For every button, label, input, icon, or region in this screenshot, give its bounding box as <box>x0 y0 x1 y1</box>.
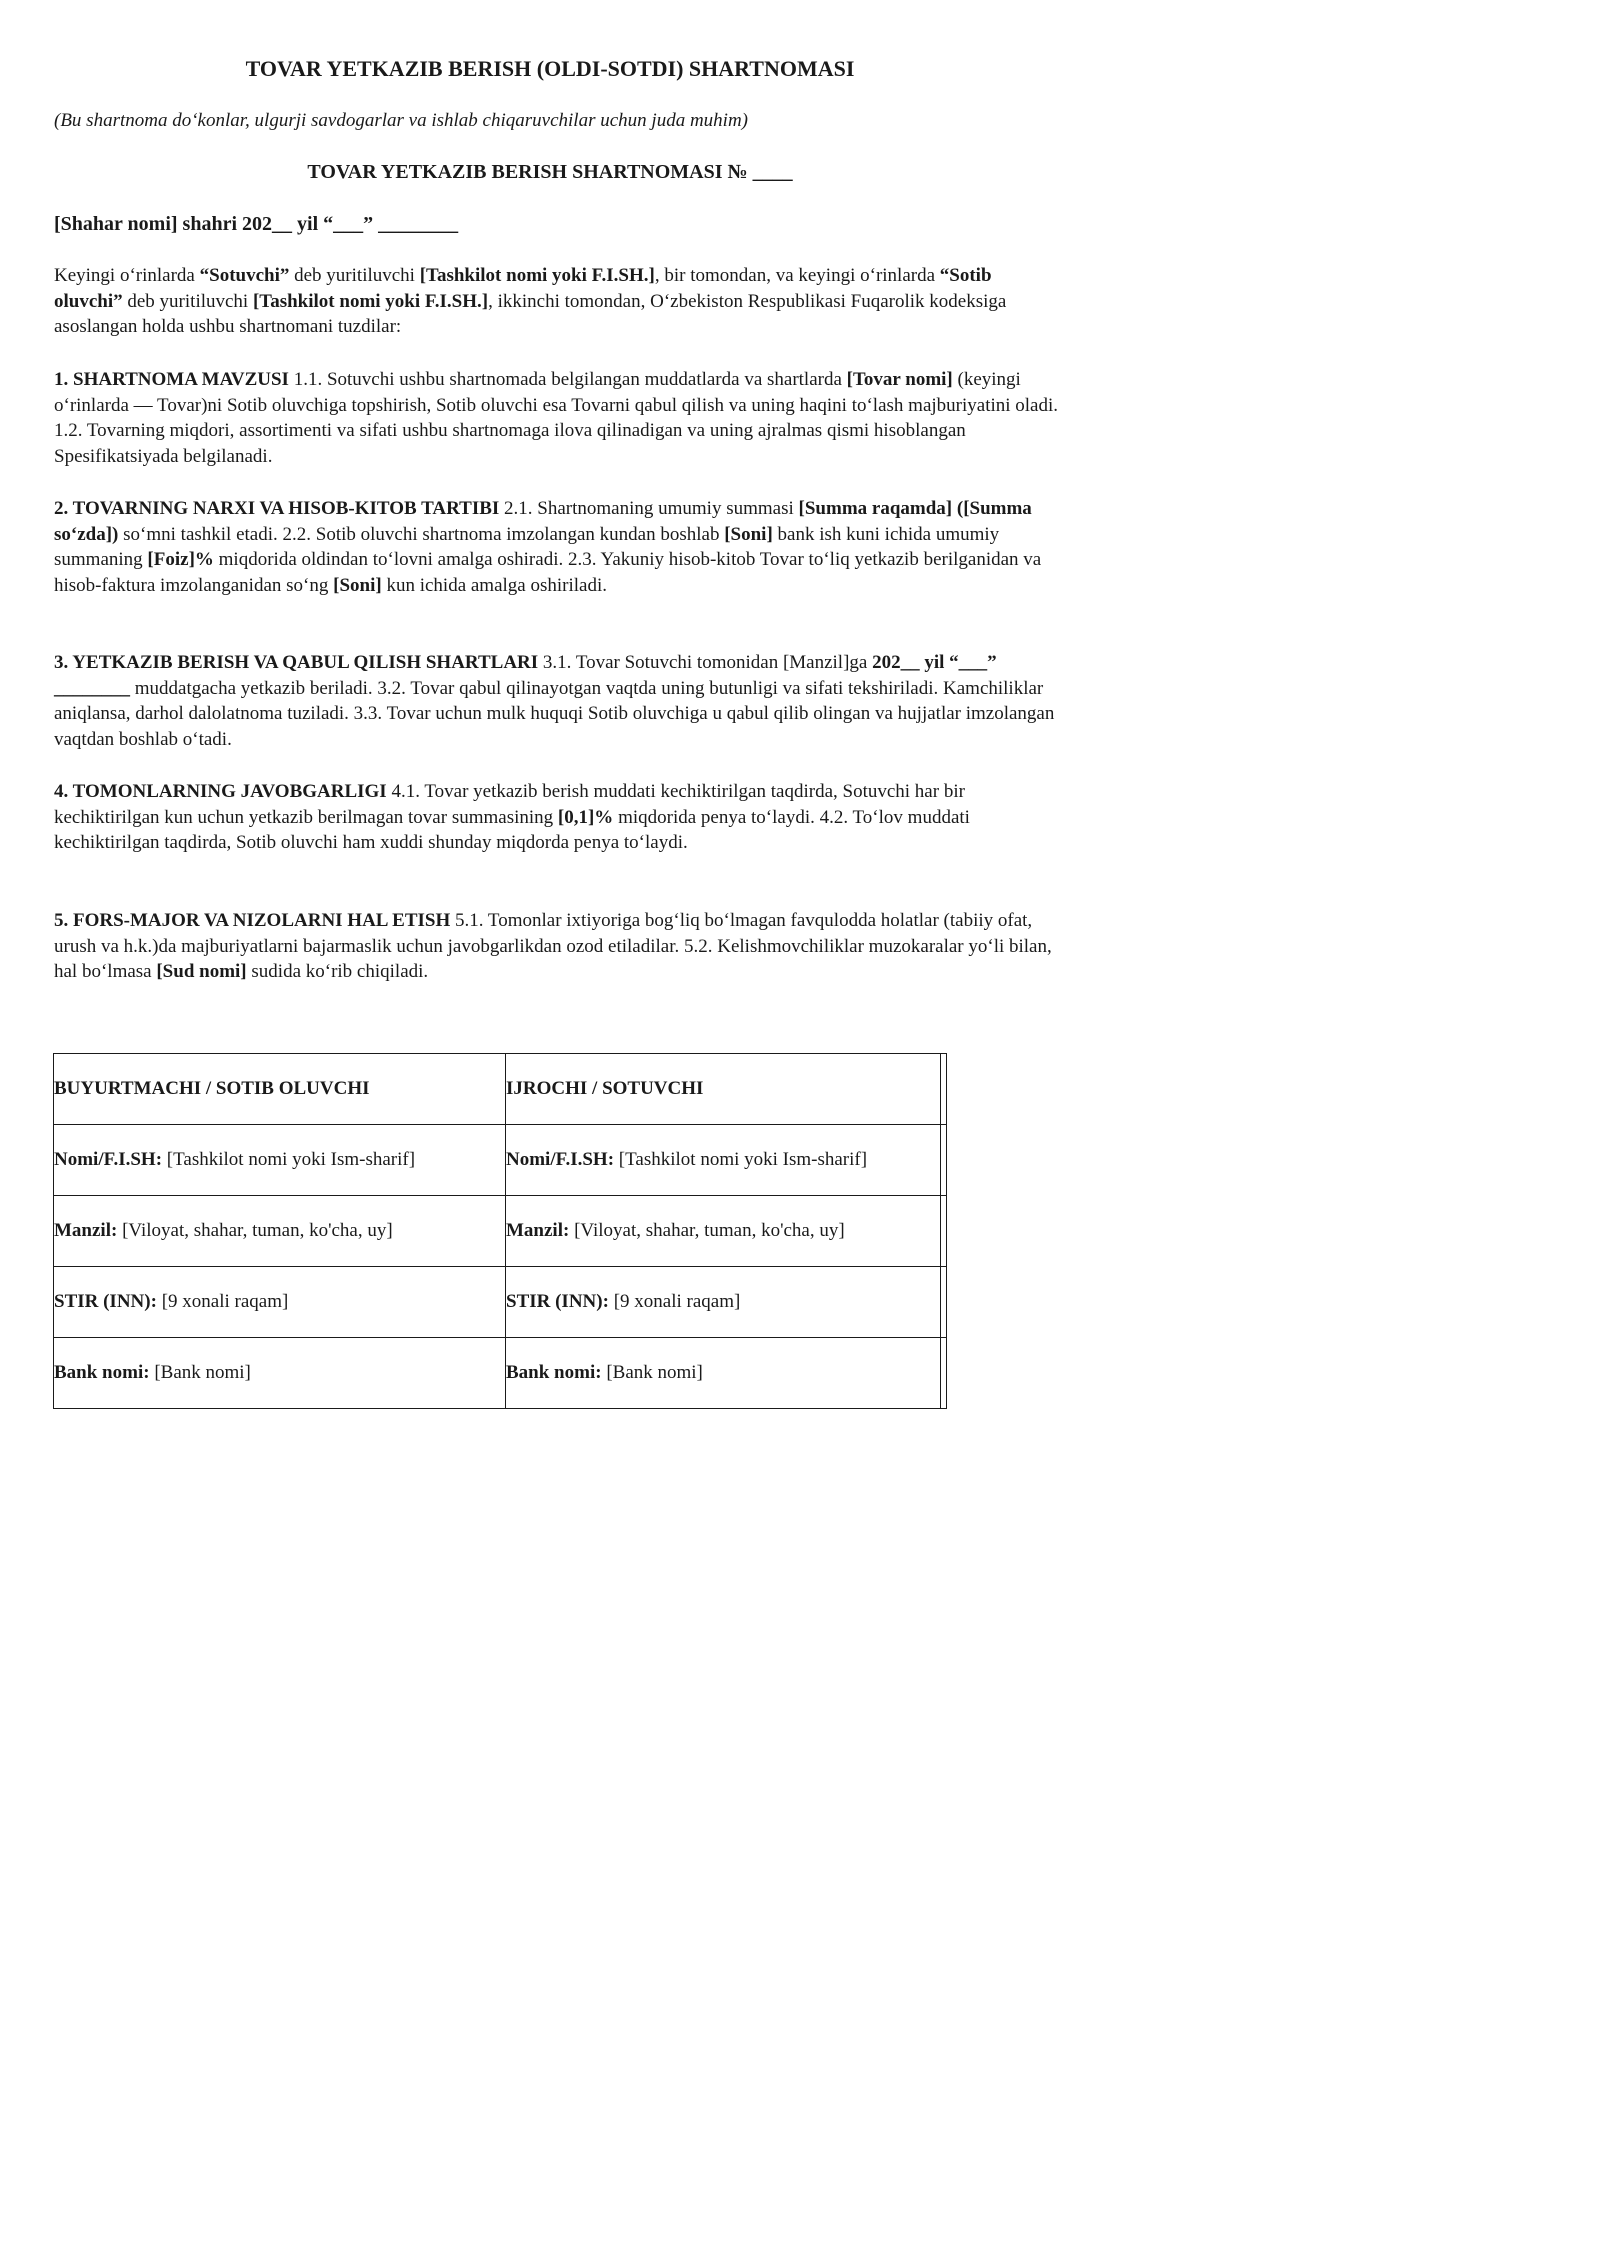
section-text: so‘mni tashkil etadi. 2.2. Sotib oluvchi shartnoma imzolangan kundan boshlab <box>118 523 725 545</box>
buyer-term: “Sotib oluvchi” <box>54 265 992 312</box>
section-text: 3.1. Tovar Sotuvchi tomonidan [Manzil]ga <box>538 652 873 673</box>
document-subtitle: (Bu shartnoma do‘konlar, ulgurji savdogarlar va ishlab chiqaruvchilar uchun juda muhim) <box>54 110 748 131</box>
section-text: 4.1. Tovar yetkazib berish muddati kechiktirilgan taqdirda, Sotuvchi har bir kechiktirilgan kun uchun yetkazib berilmagan tovar summasining <box>54 781 965 828</box>
field-value: [Viloyat, shahar, tuman, ko'cha, uy] <box>117 1220 393 1242</box>
field-value: [9 xonali raqam] <box>156 1291 289 1313</box>
table-edge-cell <box>941 1267 947 1338</box>
buyer-cell <box>54 1196 506 1267</box>
delivery-date-placeholder: 202__ yil “___” ________ <box>54 652 997 699</box>
section-text: 1.1. Sotuvchi ushbu shartnomada belgilangan muddatlarda va shartlarda <box>288 369 847 390</box>
intro-text: deb yuritiluvchi <box>289 265 420 286</box>
field-value: [Bank nomi] <box>601 1362 703 1384</box>
buyer-cell <box>54 1338 506 1409</box>
product-name-placeholder: [Tovar nomi] <box>846 369 953 390</box>
buyer-cell <box>54 1267 506 1338</box>
signature-table <box>53 1053 947 1409</box>
table-row <box>54 1125 947 1196</box>
section-heading: 1. SHARTNOMA MAVZUSI <box>54 369 289 390</box>
field-label: Bank nomi: <box>54 1362 150 1384</box>
field-label: Nomi/F.I.SH: <box>506 1149 615 1171</box>
field-label: Nomi/F.I.SH: <box>54 1149 163 1171</box>
document-page <box>0 0 1100 1556</box>
table-edge-cell <box>941 1338 947 1409</box>
section-heading: 5. FORS-MAJOR VA NIZOLARNI HAL ETISH <box>54 910 451 931</box>
field-value: [Tashkilot nomi yoki Ism-sharif] <box>614 1149 868 1171</box>
seller-cell <box>506 1125 941 1196</box>
section-text: sudida ko‘rib chiqiladi. <box>246 961 429 982</box>
section-heading: 2. TOVARNING NARXI VA HISOB-KITOB TARTIBI <box>54 498 500 519</box>
seller-term: “Sotuvchi” <box>199 265 290 286</box>
section-heading: 3. YETKAZIB BERISH VA QABUL QILISH SHARTLARI <box>54 652 539 673</box>
table-edge-cell <box>941 1125 947 1196</box>
intro-text: , ikkinchi tomondan, O‘zbekiston Respublikasi Fuqarolik kodeksiga asoslangan holda ushbu shartnomani tuzdilar: <box>54 290 1007 337</box>
section-text: muddatgacha yetkazib beriladi. 3.2. Tovar qabul qilinayotgan vaqtda uning butunligi va sifati tekshiriladi. Kamchiliklar aniqlansa, darhol dalolatnoma tuziladi. 3.3. Tovar uchun mulk huquqi Sotib oluvchiga u qabul qilib olingan va hujjatlar imzolangan vaqtdan boshlab o‘tadi. <box>54 677 1055 750</box>
table-row <box>54 1267 947 1338</box>
section-1 <box>54 367 1059 469</box>
field-label: STIR (INN): <box>506 1291 609 1313</box>
table-edge-cell <box>941 1054 947 1125</box>
section-4 <box>54 779 1059 856</box>
section-text: miqdorida penya to‘laydi. 4.2. To‘lov muddati kechiktirilgan taqdirda, Sotib oluvchi ham xuddi shunday miqdorda penya to‘laydi. <box>54 806 970 853</box>
section-text: kun ichida amalga oshiriladi. <box>381 574 608 596</box>
seller-header: IJROCHI / SOTUVCHI <box>506 1054 941 1125</box>
buyer-header: BUYURTMACHI / SOTIB OLUVCHI <box>54 1054 506 1125</box>
intro-text: , bir tomondan, va keyingi o‘rinlarda <box>654 265 940 286</box>
section-3 <box>54 650 1059 752</box>
table-row <box>54 1338 947 1409</box>
seller-cell <box>506 1196 941 1267</box>
section-text: bank ish kuni ichida umumiy summaning <box>54 523 1000 570</box>
document-title: TOVAR YETKAZIB BERISH (OLDI-SOTDI) SHARTNOMASI <box>245 56 855 81</box>
section-text: miqdorida oldindan to‘lovni amalga oshiradi. 2.3. Yakuniy hisob-kitob Tovar to‘liq yetkazib berilganidan va hisob-faktura imzolanganidan so‘ng <box>54 549 1042 596</box>
penalty-percent-placeholder: [0,1]% <box>557 806 614 828</box>
section-2 <box>54 496 1059 598</box>
seller-name-placeholder: [Tashkilot nomi yoki F.I.SH.] <box>419 265 655 286</box>
intro-text: deb yuritiluvchi <box>122 290 253 312</box>
count-placeholder: [Soni] <box>333 574 382 596</box>
section-text: 5.1. Tomonlar ixtiyoriga bog‘liq bo‘lmagan favqulodda holatlar (tabiiy ofat, urush va h.k.)da majburiyatlarni bajarmaslik uchun javobgarlikdan ozod etiladilar. 5.2. Kelishmovchiliklar muzokaralar yo‘li bilan, hal bo‘lmasa <box>54 910 1052 982</box>
field-label: Manzil: <box>54 1220 118 1242</box>
section-text: (keyingi o‘rinlarda — Tovar)ni Sotib oluvchiga topshirish, Sotib oluvchi esa Tovarni qabul qilish va uning haqini to‘lash majburiyatini oladi. 1.2. Tovarning miqdori, assortimenti va sifati ushbu shartnomaga ilova qilinadigan va uning ajralmas qismi hisoblangan Spesifikatsiyada belgilanadi. <box>54 369 1059 467</box>
city-date-line: [Shahar nomi] shahri 202__ yil “___” ________ <box>54 213 459 235</box>
section-5 <box>54 908 1059 985</box>
table-edge-cell <box>941 1196 947 1267</box>
percent-placeholder: [Foiz]% <box>147 549 214 570</box>
field-label: STIR (INN): <box>54 1291 157 1313</box>
field-value: [Tashkilot nomi yoki Ism-sharif] <box>162 1149 416 1171</box>
seller-cell <box>506 1267 941 1338</box>
field-value: [9 xonali raqam] <box>608 1291 741 1313</box>
field-value: [Bank nomi] <box>149 1362 251 1384</box>
buyer-cell <box>54 1125 506 1196</box>
amount-placeholder: [Summa raqamda] ([Summa so‘zda]) <box>54 498 1032 545</box>
buyer-name-placeholder: [Tashkilot nomi yoki F.I.SH.] <box>252 290 489 312</box>
table-row <box>54 1196 947 1267</box>
intro-text: Keyingi o‘rinlarda <box>54 265 200 286</box>
field-value: [Viloyat, shahar, tuman, ko'cha, uy] <box>569 1220 845 1242</box>
seller-cell <box>506 1338 941 1409</box>
section-text: 2.1. Shartnomaning umumiy summasi <box>499 498 799 519</box>
field-label: Bank nomi: <box>506 1362 602 1384</box>
contract-number: TOVAR YETKAZIB BERISH SHARTNOMASI № ____ <box>307 161 793 183</box>
court-name-placeholder: [Sud nomi] <box>156 961 247 982</box>
intro-paragraph <box>54 263 1059 340</box>
count-placeholder: [Soni] <box>724 523 773 545</box>
field-label: Manzil: <box>506 1220 570 1242</box>
section-heading: 4. TOMONLARNING JAVOBGARLIGI <box>54 781 387 802</box>
table-row <box>54 1054 947 1125</box>
